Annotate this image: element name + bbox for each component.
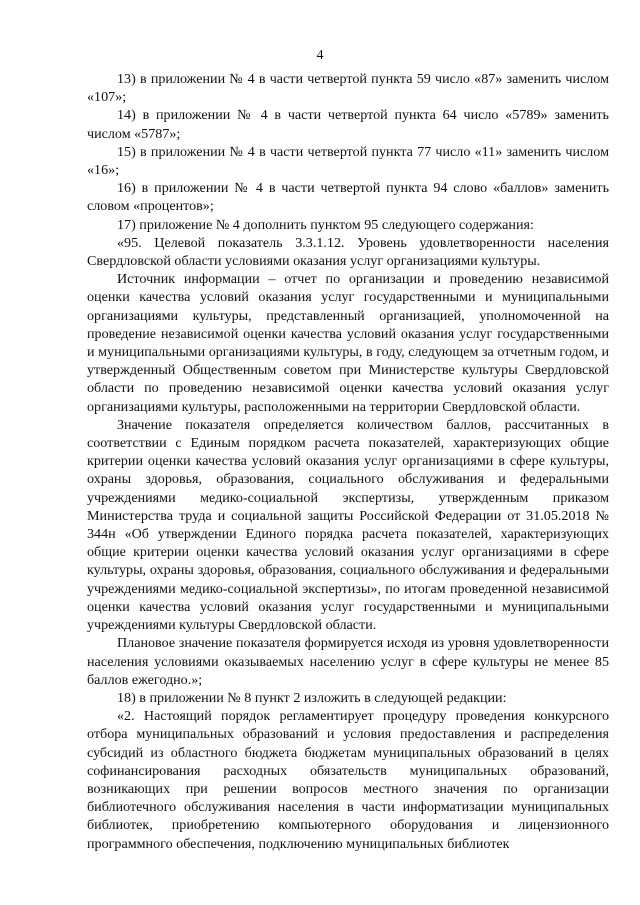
point-2-text: «2. Настоящий порядок регламентирует процедуру проведения конкурсного отбора муниципальных образований и условия предоставления и распределения субсидий из областного бюджета бюджетам муниципальных образований в целях софинансирования расходных обязательств муниципальных образований, возникающих при решении вопросов местного значения по организации библиотечного обслуживания населения в части информатизации муниципальных библиотек, приобретению компьютерного оборудования и лицензионного программного обеспечения, подключению муниципальных библиотек (87, 708, 609, 852)
item-15: 15) в приложении № 4 в части четвертой пункта 77 число «11» заменить числом «16»; (87, 143, 609, 179)
item-18: 18) в приложении № 8 пункт 2 изложить в следующей редакции: (117, 689, 507, 706)
document-body (87, 70, 609, 853)
item-16: 16) в приложении № 4 в части четвертой пункта 94 слово «баллов» заменить словом «процентов»; (87, 180, 609, 215)
item-14: 14) в приложении № 4 в части четвертой пункта 64 число «5789» заменить числом «5787»; (87, 107, 609, 142)
point-95-value: Значение показателя определяется количеством баллов, рассчитанных в соответствии с Единым порядком расчета показателей, характеризующих общие критерии оценки качества условий оказания услуг организациями в сфере культуры, охраны здоровья, образования, социального обслуживания и федеральными учреждениями медико-социальной экспертизы, утвержденным приказом Министерства труда и социальной защиты Российской Федерации от 31.05.2018 № 344н «Об утверждении Единого порядка расчета показателей, характеризующих общие критерии оценки качества условий оказания услуг организациями в сфере культуры, охраны здоровья, образования, социального обслуживания и федеральными учреждениями медико-социальной экспертизы», по итогам проведенной независимой оценки качества условий оказания услуг государственными и муниципальными учреждениями культуры Свердловской области. (87, 416, 609, 634)
point-95-plan: Плановое значение показателя формируется исходя из уровня удовлетворенности населения условиями оказываемых населению услуг в сфере культуры не менее 85 баллов ежегодно.»; (87, 635, 609, 688)
item-13: 13) в приложении № 4 в части четвертой пункта 59 число «87» заменить числом «107»; (87, 71, 609, 106)
page-number: 4 (316, 47, 324, 63)
point-95-source: Источник информации – отчет по организации и проведению независимой оценки качества условий оказания услуг государственными и муниципальными организациями культуры, представленный организацией, уполномоченной на проведение независимой оценки качества условий оказания услуг государственными и муниципальными организациями культуры, в году, следующем за отчетным годом, и утвержденный Общественным советом при Министерстве культуры Свердловской области по проведению независимой оценки качества условий оказания услуг организациями культуры, расположенными на территории Свердловской области. (87, 271, 609, 415)
item-17: 17) приложение № 4 дополнить пунктом 95 следующего содержания: (117, 216, 534, 233)
point-95-title: «95. Целевой показатель 3.3.1.12. Уровень удовлетворенности населения Свердловской области условиями оказания услуг организациями культуры. (87, 234, 609, 270)
